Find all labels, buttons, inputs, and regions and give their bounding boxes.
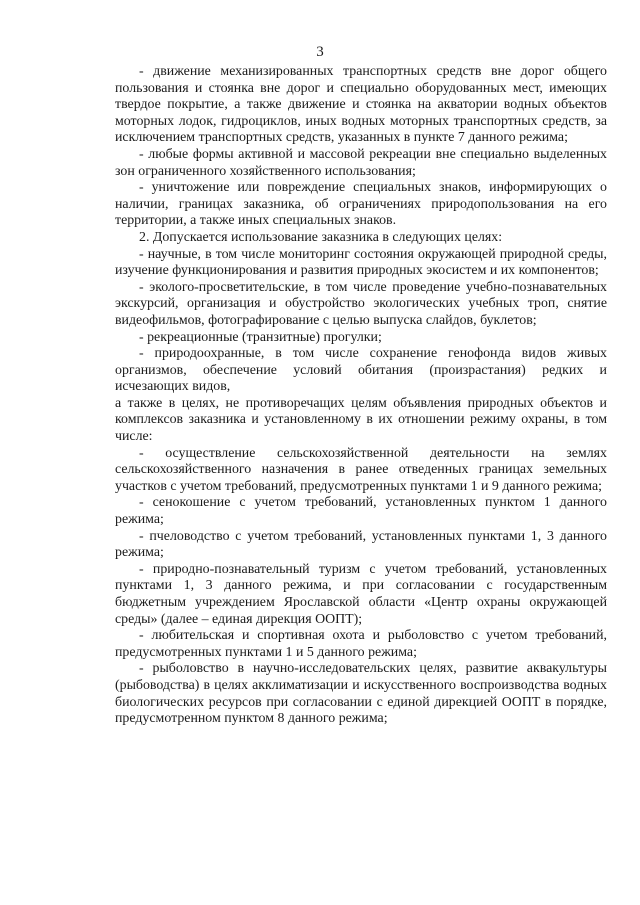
document-body [115, 64, 607, 728]
paragraph: - осуществление сельскохозяйственной деятельности на землях сельскохозяйственного назначения в ранее отведенных границах земельных участков с учетом требований, предусмотренных пунктами 1 и 9 данного режима; [115, 445, 607, 494]
paragraph: - научные, в том числе мониторинг состояния окружающей природной среды, изучение функционирования и развития природных экосистем и их компонентов; [115, 246, 607, 279]
paragraph: - рекреационные (транзитные) прогулки; [139, 329, 382, 345]
paragraph: - пчеловодство с учетом требований, установленных пунктами 1, 3 данного режима; [115, 528, 607, 561]
paragraph: а также в целях, не противоречащих целям объявления природных объектов и комплексов заказника и установленному в их отношении режиму охраны, в том числе: [115, 395, 607, 445]
paragraph: - природоохранные, в том числе сохранение генофонда видов живых организмов, обеспечение условий обитания (произрастания) редких и исчезающих видов, [115, 346, 607, 395]
paragraph: - эколого-просветительские, в том числе проведение учебно-познавательных экскурсий, организация и обустройство экологических учебных троп, снятие видеофильмов, фотографирование с целью выпуска слайдов, буклетов; [115, 279, 607, 328]
paragraph: - сенокошение с учетом требований, установленных пунктом 1 данного режима; [115, 495, 607, 528]
paragraph: 2. Допускается использование заказника в следующих целях: [139, 229, 503, 245]
paragraph: - любительская и спортивная охота и рыболовство с учетом требований, предусмотренных пунктами 1 и 5 данного режима; [115, 628, 607, 660]
paragraph: - движение механизированных транспортных средств вне дорог общего пользования и стоянка вне дорог и специально оборудованных мест, имеющих твердое покрытие, а также движение и стоянка на акватории водных объектов моторных лодок, гидроциклов, иных водных моторных транспортных средств, за исключением транспортных средств, указанных в пункте 7 данного режима; [115, 64, 607, 146]
paragraph: - любые формы активной и массовой рекреации вне специально выделенных зон ограниченного хозяйственного использования; [115, 146, 607, 179]
page-number: 3 [316, 44, 324, 60]
paragraph: - природно-познавательный туризм с учетом требований, установленных пунктами 1, 3 данного режима, и при согласовании с государственным бюджетным учреждением Ярославской области «Центр охраны окружающей среды» (далее – единая дирекция ООПТ); [115, 561, 607, 627]
paragraph: - уничтожение или повреждение специальных знаков, информирующих о наличии, границах заказника, об ограничениях природопользования на его территории, а также иных специальных знаков. [115, 180, 607, 229]
paragraph: - рыболовство в научно-исследовательских целях, развитие аквакультуры (рыбоводства) в целях акклиматизации и искусственного воспроизводства водных биологических ресурсов при согласовании с единой дирекцией ООПТ в порядке, предусмотренном пунктом 8 данного режима; [115, 661, 607, 727]
